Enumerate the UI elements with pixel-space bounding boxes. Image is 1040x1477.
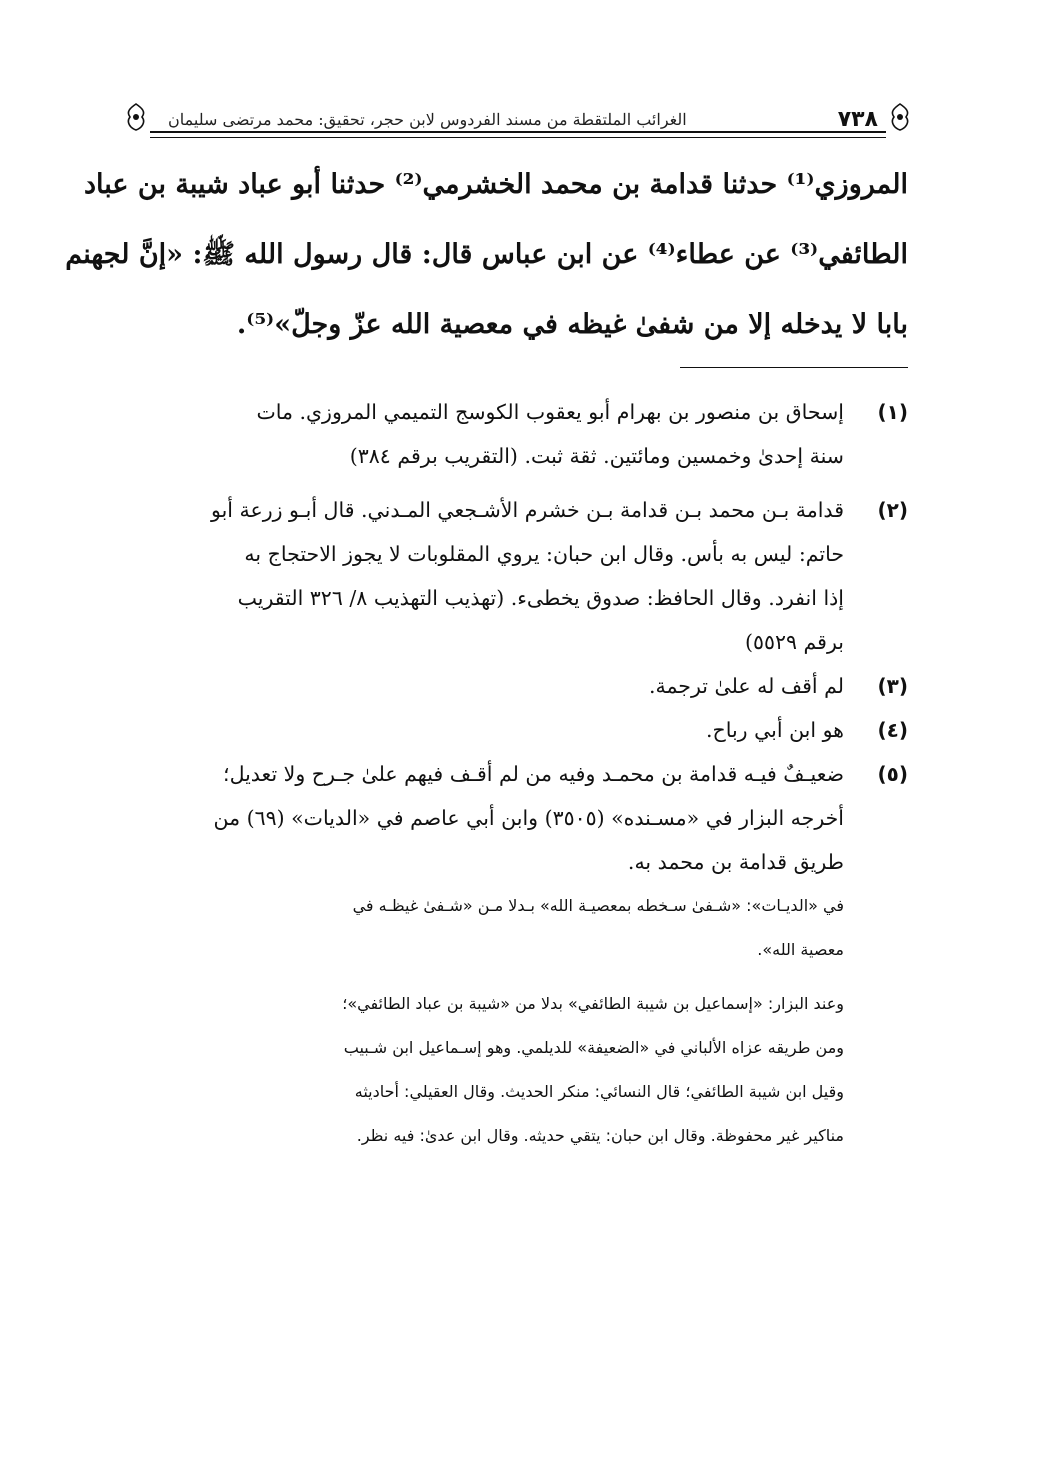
footnote — [132, 708, 908, 752]
footnote-line: إسحاق بن منصور بن بهرام أبو يعقوب الكوسج التميمي المروزي. مات — [256, 400, 844, 424]
footnote-number: (٤) — [877, 718, 908, 742]
footnote — [132, 752, 908, 884]
main-text-line: الطائفي⁽³⁾ عن عطاء⁽⁴⁾ عن ابن عباس قال: قال رسول الله ﷺ: «إنَّ لجهنم — [65, 239, 908, 270]
header-rule — [150, 131, 886, 138]
footnote-line: أخرجه البزار في «مسـنده» (٣٥٠٥) وابن أبي عاصم في «الديات» (٦٩) من — [213, 806, 844, 830]
footnote-line: لم أقف له علىٰ ترجمة. — [648, 674, 844, 698]
footnote-line: مناكير غير محفوظة. وقال ابن حبان: يتقي حديثه. وقال ابن عدىٰ: فيه نظر. — [356, 1126, 844, 1145]
footnote-line: قدامة بـن محمد بـن قدامة بـن خشرم الأشـجعي المـدني. قال أبـو زرعة أبو — [211, 498, 844, 522]
main-text — [65, 150, 908, 360]
page-header — [128, 98, 908, 138]
footnote-line: وقيل ابن شيبة الطائفي؛ قال النسائي: منكر الحديث. وقال العقيلي: أحاديثه — [354, 1082, 844, 1101]
footnote-line: معصية الله». — [757, 940, 844, 959]
footnote-line: سنة إحدىٰ وخمسين ومائتين. ثقة ثبت. (التقريب برقم ٣٨٤) — [349, 444, 844, 468]
footnote-line: ومن طريقه عزاه الألباني في «الضعيفة» للديلمي. وهو إسـماعيل ابن شـبيب — [343, 1038, 844, 1057]
footnote-line: حاتم: ليس به بأس. وقال ابن حبان: يروي المقلوبات لا يجوز الاحتجاج به — [244, 542, 844, 566]
footnote — [132, 390, 908, 478]
footnote-divider — [680, 367, 908, 368]
footnotes — [132, 390, 908, 1158]
footnote-line: في «الديـات»: «شـفىٰ سـخطه بمعصيـة الله» بـدلا مـن «شـفىٰ غيظـه في — [352, 896, 844, 915]
footnote-number: (٢) — [877, 498, 908, 522]
main-text-line: المروزي⁽¹⁾ حدثنا قدامة بن محمد الخشرمي⁽²⁾ حدثنا أبو عباد شيبة بن عباد — [84, 169, 908, 200]
footnote-paragraph — [132, 884, 844, 972]
ornament-icon — [122, 102, 150, 132]
footnote-number: (٣) — [877, 674, 908, 698]
header-row — [128, 108, 908, 130]
footnote-number: (٥) — [877, 762, 908, 786]
main-text-line: بابا لا يدخله إلا من شفىٰ غيظه في معصية الله عزّ وجلّ»⁽⁵⁾. — [236, 309, 908, 340]
footnote-line: هو ابن أبي رباح. — [705, 718, 844, 742]
footnote — [132, 664, 908, 708]
footnote-line: ضعيـفٌ فيـه قدامة بن محمـد وفيه من لم أقـف فيهم علىٰ جـرح ولا تعديل؛ — [223, 762, 844, 786]
page-number: ٧٣٨ — [837, 106, 878, 132]
footnote — [132, 488, 908, 664]
footnote-line: برقم ٥٥٢٩) — [744, 630, 844, 654]
footnote-line: إذا انفرد. وقال الحافظ: صدوق يخطىء. (تهذيب التهذيب ٨/ ٣٢٦ التقريب — [237, 586, 844, 610]
running-title: الغرائب الملتقطة من مسند الفردوس لابن حجر، تحقيق: محمد مرتضى سليمان — [168, 109, 687, 129]
footnote-line: وعند البزار: «إسماعيل بن شيبة الطائفي» بدلا من «شيبة بن عباد الطائفي»؛ — [342, 994, 844, 1013]
footnote-paragraph — [132, 982, 844, 1158]
footnote-number: (١) — [877, 400, 908, 424]
footnote-line: طريق قدامة بن محمد به. — [627, 850, 844, 874]
